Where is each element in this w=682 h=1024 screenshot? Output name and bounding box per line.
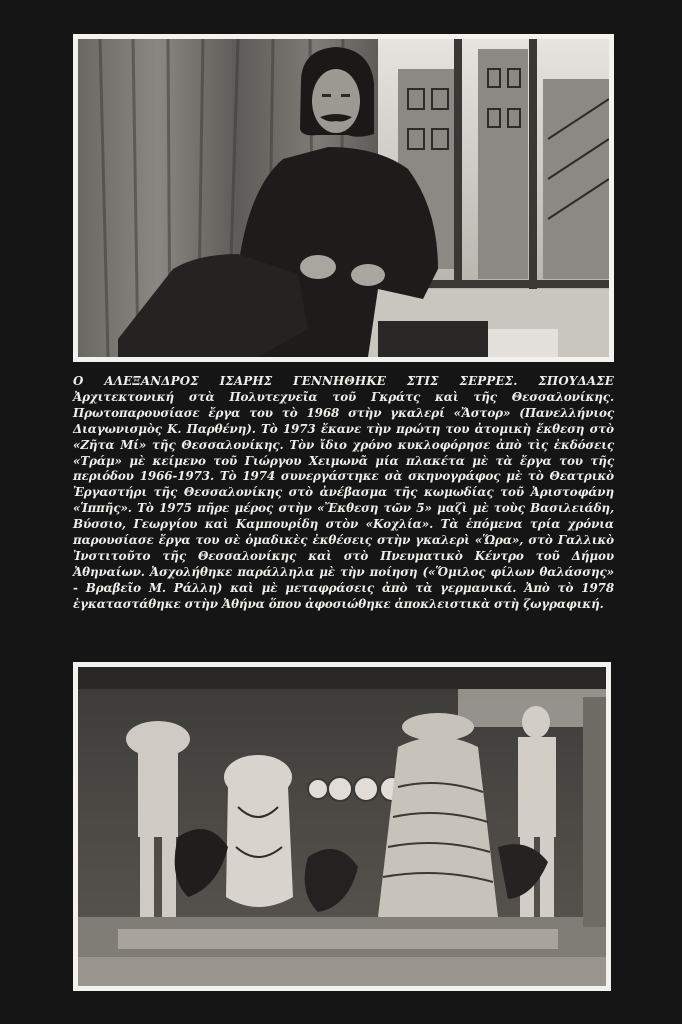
portrait-photo-frame <box>73 34 614 362</box>
painting-photo-frame <box>73 662 611 991</box>
portrait-photo <box>78 39 609 357</box>
bio-body: Ἀρχιτεκτονική στὰ Πολυτεχνεῖα τοῦ Γκράτς καὶ τῆς Θεσσαλονίκης. Πρωτοπαρουσίασε ἔργα του τὸ 1968 στὴν γκαλερί «Ἄστορ» (Πανελλήνιος Διαγωνισμὸς Κ. Παρθένη). Τὸ 1973 ἔκανε τὴν πρώτη του ἀτομικὴ ἔκθεση στὸ «Ζῆτα Μί» τῆς Θεσσαλονίκης. Τὸν ἴδιο χρόνο κυκλοφόρησε ἀπὸ τὶς ἐκδόσεις «Τράμ» μὲ κείμενο τοῦ Γιώργου Χειμωνᾶ μία πλακέτα μὲ τὰ ἔργα του τῆς περιόδου 1966-1973. Τὸ 1974 συνεργάστηκε σὰ σκηνογράφος μὲ τὸ Θεατρικὸ Ἐργαστήρι τῆς Θεσσαλονίκης στὸ ἀνέβασμα τῆς κωμωδίας τοῦ Ἀριστοφάνη «Ἱππῆς». Τὸ 1975 πῆρε μέρος στὴν «Ἔκθεση τῶν 5» μαζὶ μὲ τοὺς Βασιλειάδη, Βύσσιο, Γεωργίου καὶ Καμπουρίδη στὸν «Κοχλία». Τὰ ἑπόμενα τρία χρόνια παρουσίασε ἔργα του σὲ ὁμαδικὲς ἐκθέσεις στὴν γκαλερὶ «Ὥρα», στὸ Γαλλικὸ Ἰνστιτοῦτο τῆς Θεσσαλονίκης καὶ στὸ Πνευματικὸ Κέντρο τοῦ Δήμου Ἀθηναίων. Ἀσχολήθηκε παράλληλα μὲ τὴν ποίηση («Ὅμιλος φίλων θαλάσσης» - Βραβεῖο Μ. Ράλλη) καὶ μὲ μεταφράσεις ἀπὸ τὰ γερμανικά. Ἀπὸ τὸ 1978 ἐγκαταστάθηκε στὴν Ἀθήνα ὅπου ἀφοσιώθηκε ἀποκλειστικὰ στὴ ζωγραφική. <box>73 389 614 611</box>
painting-photo <box>78 667 606 986</box>
portrait-photo-image <box>78 39 609 357</box>
painting-image <box>78 667 606 986</box>
artist-biography <box>73 374 614 613</box>
bio-headline: Ο ΑΛΕΞΑΝΔΡΟΣ ΙΣΑΡΗΣ ΓΕΝΝΗΘΗΚΕ ΣΤΙΣ ΣΕΡΡΕΣ. ΣΠΟΥΔΑΣΕ <box>73 374 614 388</box>
